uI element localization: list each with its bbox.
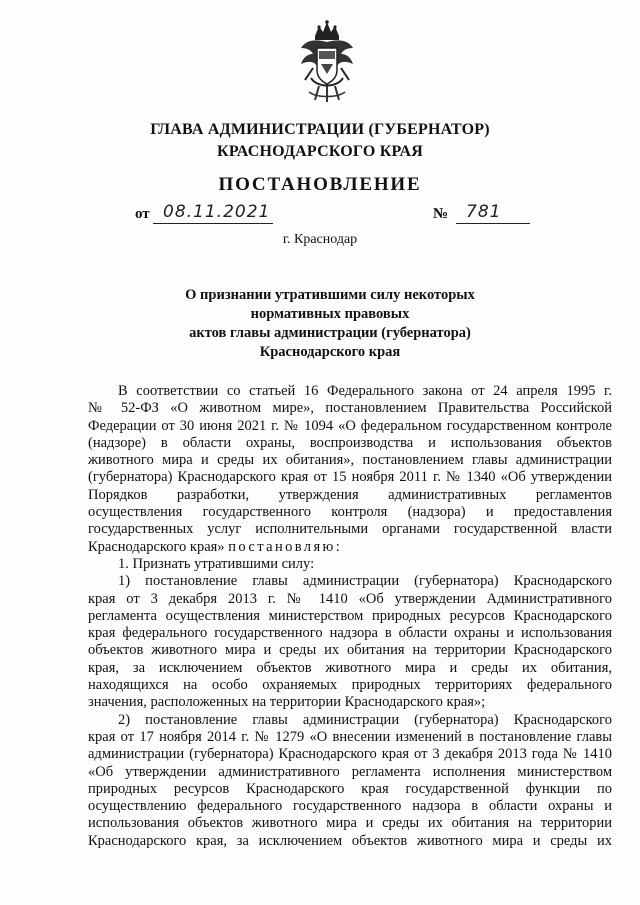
body-line: осуществления государственного контроля (надзора) и предоставления: [88, 504, 612, 521]
document-body: [88, 383, 612, 850]
item-1-line: значения, расположенных на территории Краснодарского края»;: [88, 694, 486, 711]
item-2-line: администрации (губернатора) Краснодарского края от 3 декабря 2013 года № 1410: [88, 746, 612, 763]
org-name-line1: ГЛАВА АДМИНИСТРАЦИИ (ГУБЕРНАТОР): [150, 121, 490, 138]
body-line: животного мира и среды их обитания», постановлением главы администрации: [88, 452, 612, 469]
date-number-row: [0, 203, 640, 229]
item-2-line: природных ресурсов Краснодарского края государственной функции по: [88, 780, 612, 797]
item-2-line: использования объектов животного мира и среды их обитания на территории: [88, 815, 612, 832]
title-line: Краснодарского края: [259, 344, 401, 360]
item-1-line: регламента осуществления министерством природных ресурсов Краснодарского: [88, 607, 612, 624]
item-2-line: «Об утверждении административного регламента исполнения министерством: [88, 763, 612, 780]
coat-of-arms-icon: [297, 18, 357, 104]
item-2-line: края от 17 ноября 2014 г. № 1279 «О внесении изменений в постановление главы: [88, 728, 612, 745]
number-underline: [456, 223, 530, 224]
org-name-line2: КРАСНОДАРСКОГО КРАЯ: [217, 143, 423, 160]
item-1-line: края от 3 декабря 2013 г. № 1410 «Об утверждении Административного: [88, 590, 612, 607]
point-1: 1. Признать утратившими силу:: [118, 555, 315, 572]
document-title: [150, 286, 510, 362]
title-line: О признании утратившими силу некоторых: [185, 287, 475, 303]
body-line: Федерации от 30 июня 2021 г. № 1094 «О федеральном государственном контроле: [88, 417, 612, 434]
title-line: актов главы администрации (губернатора): [189, 325, 471, 341]
number-prefix: №: [433, 206, 449, 222]
resolve-word: постановляю:: [228, 538, 343, 555]
body-line: (губернатора) Краснодарского края от 15 ноября 2011 г. № 1340 «Об утверждении: [88, 469, 612, 486]
body-line: (надзоре) в области охраны, воспроизводства и использования объектов: [88, 434, 612, 451]
document-type: ПОСТАНОВЛЕНИЕ: [218, 174, 422, 195]
body-line: государственных услуг исполнительными органами государственной власти: [88, 521, 612, 538]
date-prefix: от: [135, 206, 150, 222]
item-1-line: объектов животного мира и среды их обитания на территории Краснодарского: [88, 642, 612, 659]
body-line: № 52-ФЗ «О животном мире», постановлением Правительства Российской: [88, 400, 612, 417]
item-1-line: находящихся на особо охраняемых природных территориях федерального: [88, 677, 612, 694]
item-2-line: осуществлению федерального государственного надзора в области охраны и: [88, 798, 612, 815]
item-1-line: края, за исключением объектов животного мира и среды их обитания,: [88, 659, 612, 676]
item-2-line: 2) постановление главы администрации (губернатора) Краснодарского: [118, 711, 612, 728]
title-line: нормативных правовых: [250, 306, 410, 322]
city: г. Краснодар: [282, 232, 358, 247]
document-date: 08.11.2021: [163, 202, 271, 222]
date-underline: [153, 223, 273, 224]
document-number: 781: [466, 202, 502, 222]
body-line-resolve: [88, 539, 612, 556]
preamble-end: Краснодарского края»: [88, 538, 225, 555]
item-2-line: Краснодарского края, за исключением объектов животного мира и среды их: [88, 832, 612, 849]
body-line: В соответствии со статьей 16 Федерального закона от 24 апреля 1995 г.: [118, 383, 612, 399]
item-1-line: края федерального государственного надзора в области охраны и использования: [88, 625, 612, 642]
body-line: Порядков разработки, утверждения административных регламентов: [88, 486, 612, 503]
item-1-line: 1) постановление главы администрации (губернатора) Краснодарского: [118, 573, 612, 590]
